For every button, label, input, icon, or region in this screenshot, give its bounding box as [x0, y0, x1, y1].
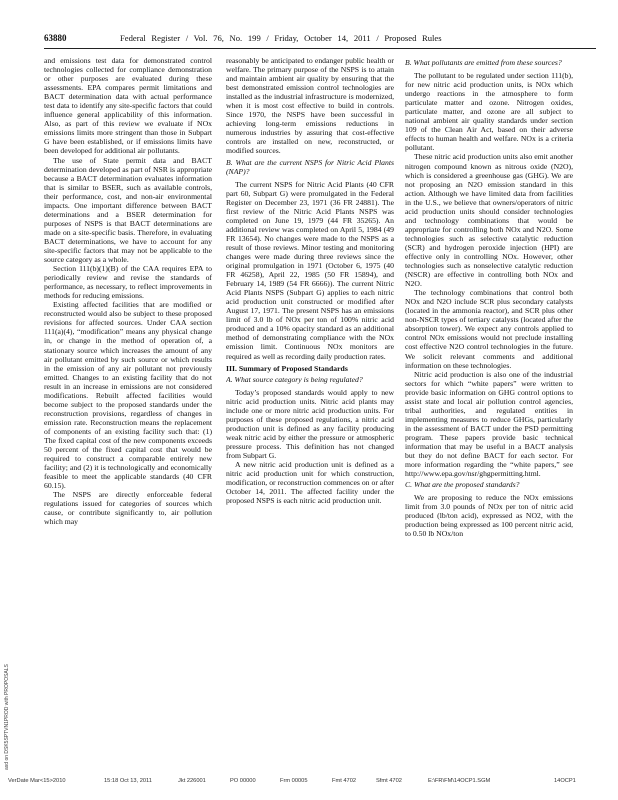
page-number: 63880	[44, 33, 67, 43]
footer-time: 15:18 Oct 13, 2011	[104, 778, 152, 784]
body-paragraph: reasonably be anticipated to endanger public health or welfare. The primary purpose of the NSPS is to attain and maintain ambient air quality by ensuring that the best demonstrated emission control technologies are installed as the industrial infrastructure is modernized, when it is most cost effective to build in controls. Since 1970, the NSPS have been successful in achieving long-term emissions reductions in numerous industries by assuring that cost-effective controls are installed on new, reconstructed, or modified sources.	[226, 56, 394, 156]
body-paragraph: The technology combinations that control both NOx and N2O include SCR plus secondary catalysts (located in the ammonia reactor), and SCR plus other non-NSCR types of tertiary catalysts (located after the absorption tower). We expect any controls applied to control NOx emissions would not preclude installing cost effective N2O control technologies in the future. We solicit relevant comments and additional information on these technologies.	[405, 288, 573, 370]
body-paragraph: The use of State permit data and BACT determination developed as part of NSR is appropriate because a BACT determination evaluates information that is similar to BSER, such as available controls, their performance, cost, and non-air environmental impacts. One important difference between BACT determinations and a BSER determination for purposes of NSPS is that BACT determinations are made on a site-specific basis. Therefore, in evaluating BACT determinations, we have to account for any site-specific factors that may not be applicable to the source category as a whole.	[44, 155, 212, 265]
body-paragraph: Existing affected facilities that are modified or reconstructed would also be subject to these proposed revisions for affected sources. Under CAA section 111(a)(4), “modification” means any physical change in, or change in the method of operation of, a stationary source which increases the amount of any air pollutant emitted by such source or which results in the emission of any air pollutant not previously emitted. Changes to an existing facility that do not result in an increase in emissions are not considered modifications. Rebuilt affected facilities would become subject to the proposed standards under the reconstruction provisions, regardless of changes in emission rate. Reconstruction means the replacement of components of an existing facility such that: (1) The fixed capital cost of the new components exceeds 50 percent of the fixed capital cost that would be required to construct a comparable entirely new facility; and (2) it is technologically and economically feasible to meet the applicable standards (40 CFR 60.15).	[44, 300, 212, 491]
margin-note	[2, 620, 12, 770]
body-paragraph: Today’s proposed standards would apply to new nitric acid production units. Nitric acid plants may include one or more nitric acid production units. For purposes of these proposed regulations, a nitric acid production unit is defined as any facility producing weak nitric acid by either the pressure or atmospheric pressure process. This definition has not changed from Subpart G.	[226, 387, 394, 460]
body-paragraph: We are proposing to reduce the NOx emissions limit from 3.0 pounds of NOx per ton of nitric acid produced (lb/ton acid), expressed as NO2, with the production being expressed as 100 percent nitric acid, to 0.50 lb NOx/ton	[405, 493, 573, 539]
body-paragraph: The pollutant to be regulated under section 111(b), for new nitric acid production units, is NOx which undergo reactions in the atmosphere to form particulate matter and ozone. Nitrogen oxides, particulate matter, and ozone are all subject to national ambient air quality standards under section 109 of the Clean Air Act, based on their adverse effects to human health and welfare. NOx is a criteria pollutant.	[405, 71, 573, 153]
body-paragraph: A new nitric acid production unit is defined as a nitric acid production unit for which construction, modification, or reconstruction commences on or after October 14, 2011. The affected facility under the proposed NSPS is each nitric acid production unit.	[226, 460, 394, 506]
header-rule	[44, 48, 596, 49]
footer-code: 14OCP1	[554, 778, 576, 784]
footer-po: PO 00000	[230, 778, 256, 784]
footer-jkt: Jkt 226001	[178, 778, 206, 784]
running-head: Federal Register / Vol. 76, No. 199 / Friday, October 14, 2011 / Proposed Rules	[120, 33, 442, 43]
footer-frm: Frm 00005	[280, 778, 308, 784]
body-paragraph: and emissions test data for demonstrated control technologies collected for compliance demonstration or other purposes are evaluated during these assessments. EPA compares permit limitations and BACT determination data with actual performance test data to identify any site-specific factors that could influence general applicability of this information. Also, as part of this review we evaluate if NOx emissions limits more stringent than those in Subpart G have been established, or if emissions limits have been developed for additional air pollutants.	[44, 56, 212, 156]
footer-sfmt: Sfmt 4702	[376, 778, 402, 784]
column-1	[44, 56, 212, 774]
section-question: C. What are the proposed standards?	[405, 480, 520, 490]
footer-fmt: Fmt 4702	[332, 778, 357, 784]
column-3	[405, 56, 573, 774]
body-paragraph: The NSPS are directly enforceable federal regulations issued for categories of sources which cause, or contribute significantly to, air pollution which may	[44, 490, 212, 527]
footer-verdate: VerDate Mar<15>2010	[8, 778, 66, 784]
footer-file: E:\FR\FM\14OCP1.SGM	[428, 778, 491, 784]
body-paragraph: These nitric acid production units also emit another nitrogen compound known as nitrous oxide (N2O), which is considered a greenhouse gas (GHG). We are not proposing an N2O emission standard in this action. Although we have limited data from facilities in the U.S., we believe that owners/operators of nitric acid production units should consider technologies and technology combinations that would be appropriate for controlling both NOx and N2O. Some technologies such as selective catalytic reduction (SCR) and hydrogen peroxide injection (HPI) are effective only in controlling NOx. However, other technologies such as nonselective catalytic reduction (NSCR) are effective in controlling both NOx and N2O.	[405, 152, 573, 289]
body-paragraph: Section 111(b)(1)(B) of the CAA requires EPA to periodically review and revise the standards of performance, as necessary, to reflect improvements in methods for reducing emissions.	[44, 264, 212, 301]
margin-note-text: asd on DSK5SPTVN1PROD with PROPOSALS	[4, 664, 10, 770]
section-question: A. What source category is being regulated?	[226, 374, 363, 384]
section-question: B. What pollutants are emitted from these sources?	[405, 58, 562, 67]
page-header	[44, 33, 596, 47]
column-2	[226, 56, 394, 774]
section-question: B. What are the current NSPS for Nitric Acid Plants (NAP)?	[226, 157, 394, 176]
body-paragraph: Nitric acid production is also one of the industrial sectors for which “white papers” were written to provide basic information on GHG control options to assist state and local air pollution control agencies, tribal authorities, and regulated entities in implementing measures to reduce GHGs, particularly in the assessment of BACT under the PSD permitting program. These papers provide basic technical information that may be useful in a BACT analysis but they do not define BACT for each sector. For more information regarding the “white papers,” see http://www.epa.gov/nsr/ghgpermitting.html.	[405, 369, 573, 479]
section-heading: III. Summary of Proposed Standards	[226, 363, 348, 373]
body-paragraph: The current NSPS for Nitric Acid Plants (40 CFR part 60, Subpart G) were promulgated in the Federal Register on December 23, 1971 (36 FR 24881). The first review of the Nitric Acid Plants NSPS was completed on June 19, 1979 (44 FR 35265). An additional review was completed on April 5, 1984 (49 FR 13654). No changes were made to the NSPS as a result of those reviews. Minor testing and monitoring changes were made during three reviews since the original promulgation in 1971 (October 6, 1975 (40 FR 46258), April 22, 1985 (50 FR 15894), and February 14, 1989 (54 FR 6666)). The current Nitric Acid Plants NSPS (Subpart G) applies to each nitric acid production unit constructed or modified after August 17, 1971. The present NSPS has an emissions limit of 3.0 lb of NOx per ton of 100% nitric acid produced and a 10% opacity standard as an additional method of demonstrating compliance with the NOx emission limit. Continuous NOx monitors are required as well as recording daily production rates.	[226, 179, 394, 361]
